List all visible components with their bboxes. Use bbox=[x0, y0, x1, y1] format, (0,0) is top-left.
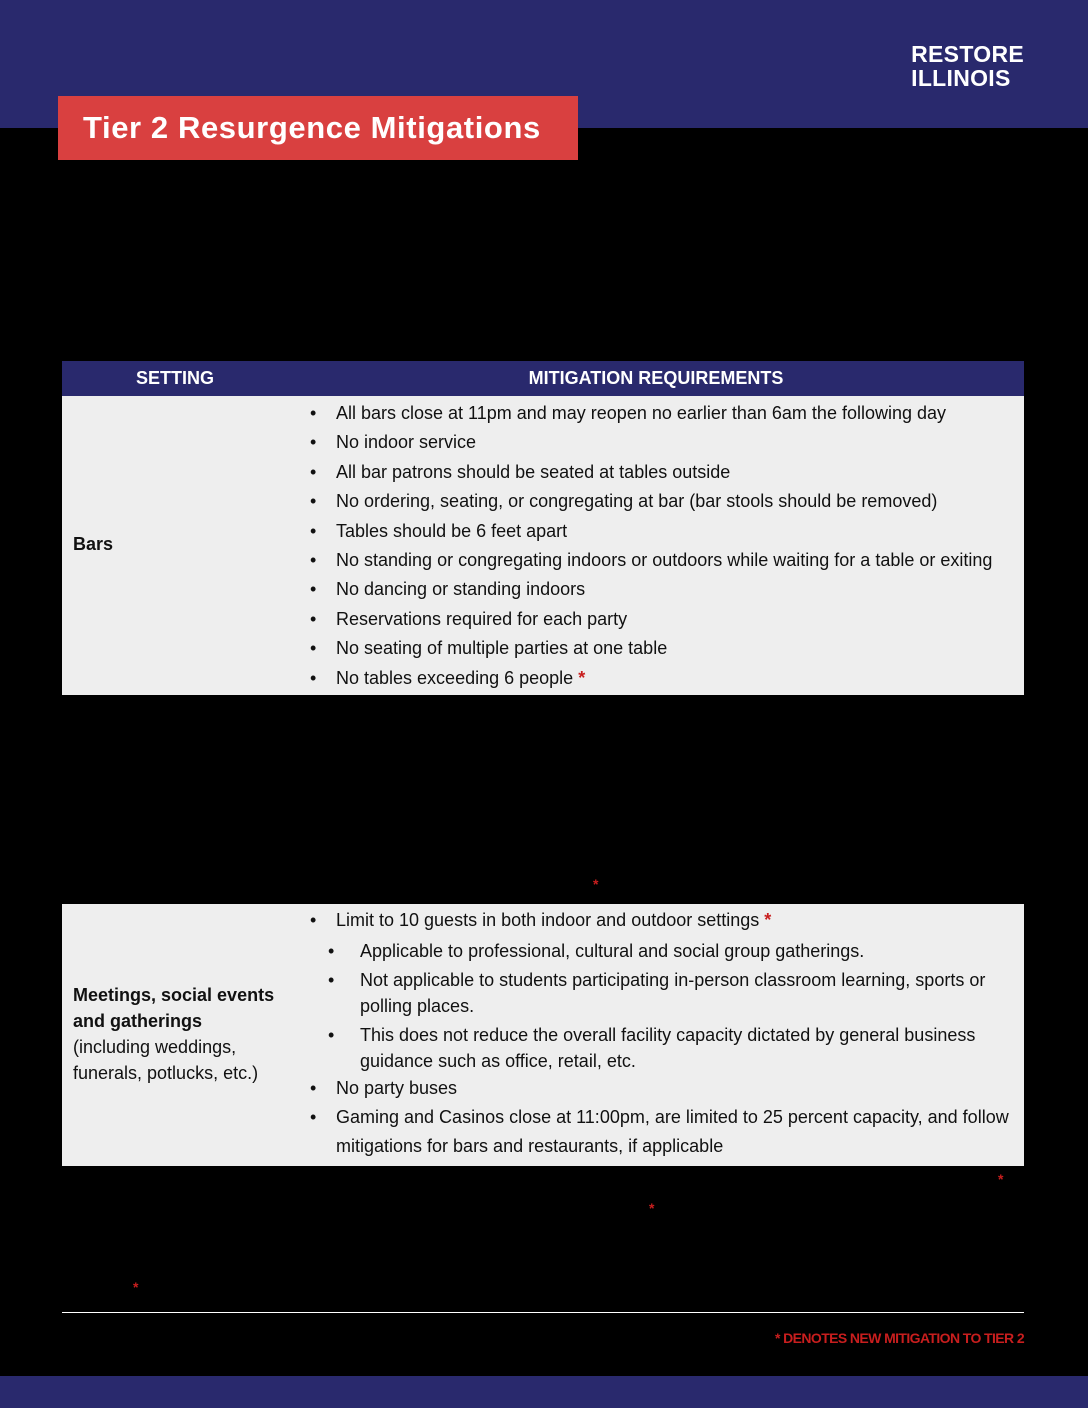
new-mitigation-star: * bbox=[649, 1200, 655, 1216]
header-requirements: MITIGATION REQUIREMENTS bbox=[528, 368, 784, 388]
list-item: • No standing or congregating indoors or outdoors while waiting for a table or exiting bbox=[310, 546, 992, 575]
setting-cell-meetings bbox=[73, 982, 288, 1086]
footnote-legend: * DENOTES NEW MITIGATION TO TIER 2 bbox=[775, 1330, 1024, 1346]
setting-note: (including weddings, funerals, potlucks, etc.) bbox=[73, 1037, 259, 1083]
new-mitigation-star: * bbox=[998, 1171, 1004, 1187]
table-row-meetings bbox=[62, 904, 1024, 1166]
meetings-requirements-list bbox=[310, 906, 1016, 1161]
footer-divider bbox=[62, 1312, 1024, 1313]
new-mitigation-star: * bbox=[593, 876, 599, 892]
list-item: • No seating of multiple parties at one table bbox=[310, 634, 992, 663]
table-row-bars bbox=[62, 396, 1024, 695]
list-item: • Gaming and Casinos close at 11:00pm, are limited to 25 percent capacity, and follow mitigations for bars and restaurants, if applicable bbox=[310, 1103, 1016, 1161]
list-item: • No indoor service bbox=[310, 428, 992, 457]
setting-label: Bars bbox=[73, 534, 114, 554]
list-item: • No party buses bbox=[310, 1074, 1016, 1103]
list-item: • Tables should be 6 feet apart bbox=[310, 517, 992, 546]
logo-line-2: ILLINOIS bbox=[911, 65, 1011, 91]
list-item-text: No tables exceeding 6 people bbox=[336, 667, 574, 688]
bars-requirements-list bbox=[310, 399, 992, 693]
sub-list-item: • Not applicable to students participating in-person classroom learning, sports or polling places. bbox=[328, 967, 1016, 1019]
footer-band bbox=[0, 1376, 1088, 1408]
new-mitigation-star: * bbox=[764, 910, 772, 930]
logo-line-1: RESTORE bbox=[911, 41, 1024, 67]
table-header bbox=[62, 361, 1024, 396]
setting-label: Meetings, social events and gatherings bbox=[73, 985, 275, 1031]
list-item: • No dancing or standing indoors bbox=[310, 575, 992, 604]
title-banner bbox=[58, 96, 578, 160]
list-item-text: Limit to 10 guests in both indoor and outdoor settings bbox=[336, 910, 760, 930]
list-item bbox=[310, 906, 1016, 935]
header-setting: SETTING bbox=[135, 368, 214, 388]
new-mitigation-star: * bbox=[133, 1279, 139, 1295]
list-item: • All bars close at 11pm and may reopen no earlier than 6am the following day bbox=[310, 399, 992, 428]
restore-illinois-logo bbox=[911, 42, 1024, 90]
sub-list-item: • This does not reduce the overall facility capacity dictated by general business guidance such as office, retail, etc. bbox=[328, 1022, 1016, 1074]
sub-list-item: • Applicable to professional, cultural and social group gatherings. bbox=[328, 938, 1016, 964]
setting-cell-bars bbox=[73, 531, 113, 557]
list-item: • Reservations required for each party bbox=[310, 605, 992, 634]
list-item: • All bar patrons should be seated at tables outside bbox=[310, 458, 992, 487]
new-mitigation-star: * bbox=[578, 667, 586, 688]
page-title: Tier 2 Resurgence Mitigations bbox=[83, 110, 541, 145]
list-item bbox=[310, 664, 992, 693]
list-item: • No ordering, seating, or congregating at bar (bar stools should be removed) bbox=[310, 487, 992, 516]
